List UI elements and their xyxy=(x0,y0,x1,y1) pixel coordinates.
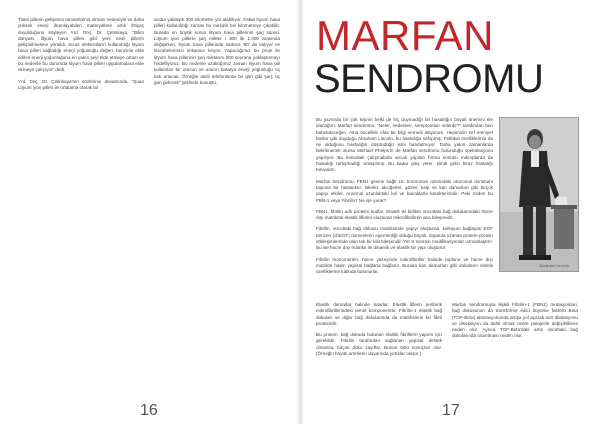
page-number-right: 17 xyxy=(442,402,460,419)
photo-caption: Abraham Lincoln xyxy=(538,263,569,268)
paragraph: Fibrilin, vücuttaki bağ dokusu matriksinde yapıyı oluşturan, kalsiyum bağlayan EGF benzeri (cbEGF) domenlerin egemenliği olduğu büyük, dışarıda uzanan protein-protein etkileşimlerinde olan tek bir kilit bileşendir. Yet S sonrası modifikasyonlar uzmanlaştırır. Bu ise hücre dışı matriks ile dinamik ve elastik bir yapı oluşturur. xyxy=(316,226,493,251)
portrait-illustration xyxy=(499,117,579,272)
paragraph: Marfan sendromuyla ilişkili Fibrilin-1 (FBN1) mutasyonları, bağ dokusunun da transforme edici büyüme faktörü Beta (TGF-Beta) aktivasyonunda artışa yol açarak aort dilatasyonu ve diseksiyon da dahil olmak üzere patojenik değişikliklere neden olur. Ayrıca TGF-Beta'daki artış vücuttaki bağ dokularında onarılması neden olur. xyxy=(452,302,578,339)
article-title-line-1: MARFAN xyxy=(316,12,495,59)
page-gutter xyxy=(296,0,304,424)
lower-column-1 xyxy=(316,302,442,362)
paragraph: Fibrilin monomerleri, hücre yüzeyinde mikrofibriller halinde toplanır ve hücre dışı matrikte halen yapısal bağlarla bağlanır. Burada kan damarları gibi dokuların elastik özelliklerine katkıda bulunurlar. xyxy=(316,256,493,275)
left-page-column-2 xyxy=(154,17,280,91)
paragraph: Bu protein, bağ dokuda bulunan elastik fibrillerin yapımı için gereklidir. Fibrilin tarafından sağlanan yapısal destek olmazsa, birçok doku zayıflar. Bunun önlü sonuçları olur. (Örneğin büyük arterlerin duvarında yırtıklar oluşur.) xyxy=(316,332,442,357)
paragraph: Titani pillerin gelişimini tamamlamış olması nedeniyle ve daha yüksek enerji depolayabilen materyallere artık ihtiyaç duyulduğunu söyleyen Yrd. Doç. Dr. Çetinkaya, "Bilim dünyası, lityum hava pilleri gibi yeni nesil pillerin geliştirilmesine yöneldi. Sıcaz elektrotların kullanıldığı lityum hava pilleri sağladığı enerji yoğunluğu değeri, benzinle elde edilen enerji yoğunluğuna en yakın şeyi elde etmeye ortam ve bu nedenle bu durumda lityum hava pilleri uygulamalara elde ekmeye çalışıyor" dedi. xyxy=(18,17,144,73)
paragraph: Yrd. Doç. Dr. Çetinkaya'nın sözlerinin devamında, "Şuan Lityum iyon pilleri ile ortalama olarak bir xyxy=(18,78,144,90)
paragraph: Marfan Sendromu, FBN1 genine bağlı 15. kromozom üzerindeki otozomal dominant taşınan bir hastalıktır. İskelet, akciğerler, gözler, kalp ve kan damarları gibi birçok yapıyı etkiler. Anormal uzunluktaki kol ve bacaklarla karakterizedir. Peki neden bu FBN-1 veya Fibrilin? Ne işe yarar? xyxy=(316,178,493,203)
article-title-line-2: SENDROMU xyxy=(314,57,544,101)
lincoln-portrait-photo xyxy=(499,117,579,272)
lower-column-2 xyxy=(452,302,578,345)
paragraph: araba yaklaşık 300 kilometre yol alabiliyor. Fakat lityum hava pilleri kullanıldığı zaman bu mesafe bin kilometreye çıkabilir. Burada en büyük sorun lityum hava pillerinin şarj süresi. Lityum iyon pillerle şarj mikter i 300 ile 1.000 arasında değişirken, lityum hava pillerinde sadece '50' de kalıyor ve tecrübelerimizi imkansız kılıyor. Yapacağımız bu proje ile lityum hava pillerinin şarj miktarını 500 seyrana yaklaştırmayı hedefliyoruz. Bu nedenle uzaktığımız zaman lityum hava pili kullanılan bir otucun ve aracın batarya enerji yoğunluğu üç katı artacak. Örneğin akıllı telefonlarda bir gün gibi şarj, üç gün gidecek" şeklinde konuştu. xyxy=(154,17,280,85)
left-page-column-1 xyxy=(18,17,144,96)
paragraph: Bu yazımda bir çok kişinin belki de hiç duymadığı bir hastalığın büyük önemini ele alacağım; Marfan sendromu. "Neler, nedenleri, semptomları nelerdir?" tarafından ben bahsedeceğim. Ama öncelikle ufak bir bilgi vermek istiyorum. Hepimizin sırf emniyet baslar gibi duyduğu Abraham Lincoln, bu hastalığa sahipmiş. Politikal özelliklerinin de ne olduğunu hastalığın düşündüğü ismi hatırlatmıyor. Daha yakın zamanlarda belirlenecek olursa Michael Phelps'in de Marfan sendromu bulunduğu spekülasyonu yapılıyor. Bu konudaki çalışmalarla ancak yapılan fırtına sonrası mikroplarda da hastalığı tartışmadığı anlaşılmış. Bu kadar giriş yeter, şimdi gelin biraz hastalığı tanıyalım. xyxy=(316,117,493,173)
intro-column xyxy=(316,117,493,281)
paragraph: Elastik damarlar halinde tutarlar. Elastik liflerin periferik mikrofibrillerindeki temel komponenttir. Fibrilin-1 elastik bağ dokuları ve diğer bağ dokularında da matrikslerin bir fibril proteinidir. xyxy=(316,302,442,326)
page-number-left: 16 xyxy=(140,402,158,419)
paragraph: FBN1, fibrilin adlı proteini kodlar. Elastik iki birlikte vücuttaki bağ dokularındaki hücre dışı matrikste elastik liflerini oluşturan mikrofibrillerin ana bileşenidir. xyxy=(316,208,493,221)
